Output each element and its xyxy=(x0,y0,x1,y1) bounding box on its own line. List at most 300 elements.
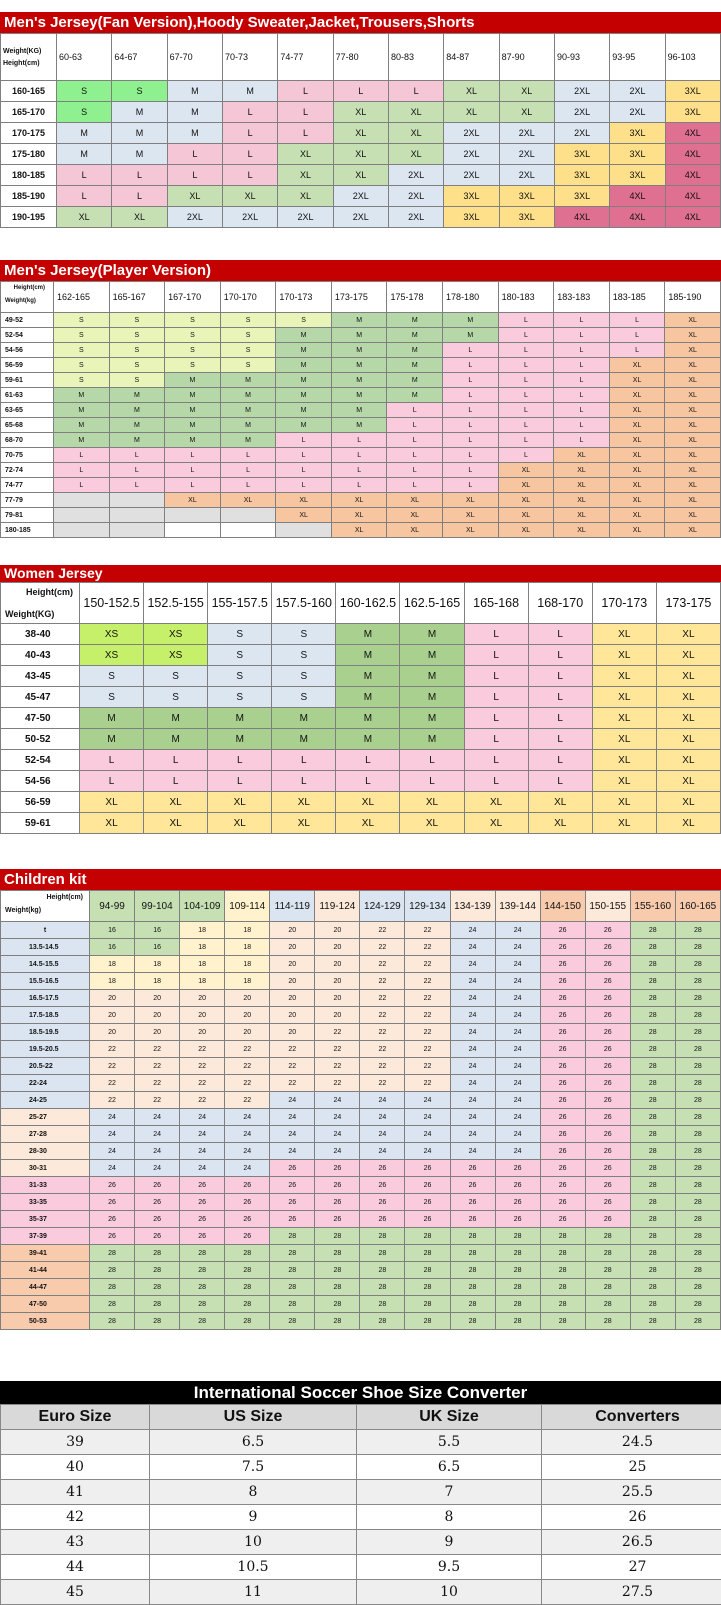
children-height-header: 144-150 xyxy=(540,891,585,922)
children-size-cell: 26 xyxy=(135,1211,180,1228)
children-size-cell: 22 xyxy=(405,973,450,990)
player-row xyxy=(1,403,721,418)
corner-label-bottom: Height(cm) xyxy=(3,60,40,67)
children-size-cell: 20 xyxy=(270,939,315,956)
children-size-cell: 28 xyxy=(630,1075,675,1092)
player-weight-label: 68-70 xyxy=(1,433,54,448)
shoe-size-cell: 10 xyxy=(150,1530,357,1555)
children-size-cell: 24 xyxy=(495,922,540,939)
women-size-cell: XL xyxy=(592,813,656,834)
player-size-cell: XL xyxy=(443,508,499,523)
women-size-cell: S xyxy=(208,666,272,687)
women-size-cell: L xyxy=(528,666,592,687)
player-size-cell: M xyxy=(331,403,387,418)
children-height-header: 139-144 xyxy=(495,891,540,922)
children-row xyxy=(1,1228,721,1245)
children-row xyxy=(1,1279,721,1296)
children-size-cell: 28 xyxy=(585,1296,630,1313)
women-size-cell: L xyxy=(208,750,272,771)
children-size-cell: 18 xyxy=(90,973,135,990)
children-height-header: 109-114 xyxy=(225,891,270,922)
children-size-cell: 28 xyxy=(180,1245,225,1262)
children-size-cell: 26 xyxy=(90,1194,135,1211)
women-size-cell: M xyxy=(400,624,464,645)
player-size-cell: XL xyxy=(554,448,610,463)
children-size-cell: 26 xyxy=(180,1177,225,1194)
player-size-cell: M xyxy=(109,403,165,418)
fan-size-cell: L xyxy=(112,186,167,207)
children-size-cell: 28 xyxy=(270,1262,315,1279)
player-size-cell: XL xyxy=(220,493,276,508)
children-size-cell: 22 xyxy=(360,956,405,973)
children-size-cell: 26 xyxy=(315,1177,360,1194)
children-size-cell: 28 xyxy=(495,1228,540,1245)
children-size-cell: 24 xyxy=(450,939,495,956)
women-row xyxy=(1,666,721,687)
children-size-cell: 28 xyxy=(270,1313,315,1330)
children-section-title: Children kit xyxy=(0,869,721,890)
children-size-cell: 26 xyxy=(585,922,630,939)
women-size-cell: XL xyxy=(592,750,656,771)
player-size-cell: S xyxy=(220,343,276,358)
fan-weight-header: 96-103 xyxy=(665,34,720,81)
women-height-header: 165-168 xyxy=(464,583,528,624)
player-size-cell: XL xyxy=(554,523,610,538)
children-size-cell: 22 xyxy=(135,1058,180,1075)
children-size-cell: 20 xyxy=(180,1007,225,1024)
fan-size-cell: M xyxy=(167,81,222,102)
children-weight-label: 47-50 xyxy=(1,1296,90,1313)
player-weight-label: 72-74 xyxy=(1,463,54,478)
player-size-cell: S xyxy=(54,373,110,388)
children-size-cell: 28 xyxy=(225,1262,270,1279)
player-size-cell: XL xyxy=(609,388,665,403)
women-row xyxy=(1,750,721,771)
children-size-cell: 26 xyxy=(225,1194,270,1211)
women-size-cell: XL xyxy=(656,750,720,771)
player-size-cell: M xyxy=(443,313,499,328)
children-size-cell: 28 xyxy=(630,1279,675,1296)
shoe-size-cell: 7 xyxy=(357,1480,542,1505)
children-size-cell: 22 xyxy=(315,1058,360,1075)
children-size-cell: 28 xyxy=(630,1177,675,1194)
player-row xyxy=(1,358,721,373)
children-height-header: 160-165 xyxy=(675,891,720,922)
women-size-cell: XL xyxy=(656,666,720,687)
player-size-cell: XL xyxy=(665,328,721,343)
women-size-cell: S xyxy=(208,624,272,645)
player-weight-label: 65-68 xyxy=(1,418,54,433)
women-size-cell: L xyxy=(336,771,400,792)
player-size-cell xyxy=(276,523,332,538)
player-size-cell: M xyxy=(165,388,221,403)
children-size-cell: 22 xyxy=(360,939,405,956)
women-size-cell: L xyxy=(528,750,592,771)
children-size-cell: 28 xyxy=(675,1143,720,1160)
women-weight-label: 59-61 xyxy=(1,813,80,834)
children-size-cell: 26 xyxy=(540,956,585,973)
children-size-cell: 22 xyxy=(360,1041,405,1058)
women-size-cell: XL xyxy=(656,771,720,792)
fan-size-cell: 4XL xyxy=(554,207,609,228)
children-size-cell: 28 xyxy=(675,1245,720,1262)
shoe-column-header: Converters xyxy=(542,1405,721,1430)
children-size-cell: 28 xyxy=(450,1262,495,1279)
women-size-cell: M xyxy=(400,708,464,729)
fan-size-cell: S xyxy=(57,81,112,102)
fan-size-cell: XL xyxy=(444,81,499,102)
children-size-cell: 28 xyxy=(270,1245,315,1262)
fan-size-cell: 2XL xyxy=(444,123,499,144)
children-height-header: 150-155 xyxy=(585,891,630,922)
player-size-cell: XL xyxy=(554,478,610,493)
children-size-cell: 26 xyxy=(585,1194,630,1211)
children-size-cell: 24 xyxy=(495,990,540,1007)
women-size-cell: L xyxy=(144,771,208,792)
fan-size-cell: XL xyxy=(278,186,333,207)
player-size-cell: S xyxy=(165,343,221,358)
shoe-size-cell: 9 xyxy=(357,1530,542,1555)
women-weight-label: 38-40 xyxy=(1,624,80,645)
women-size-cell: L xyxy=(80,750,144,771)
children-size-cell: 28 xyxy=(90,1262,135,1279)
player-row xyxy=(1,313,721,328)
children-size-cell: 26 xyxy=(540,1075,585,1092)
children-size-cell: 22 xyxy=(180,1041,225,1058)
children-size-cell: 26 xyxy=(585,1041,630,1058)
fan-size-cell: 2XL xyxy=(499,123,554,144)
children-size-cell: 22 xyxy=(135,1092,180,1109)
women-size-cell: XL xyxy=(464,792,528,813)
women-size-cell: L xyxy=(400,750,464,771)
children-size-cell: 24 xyxy=(405,1092,450,1109)
children-size-cell: 28 xyxy=(630,990,675,1007)
fan-size-cell: 2XL xyxy=(499,165,554,186)
children-size-cell: 28 xyxy=(585,1313,630,1330)
children-size-cell: 24 xyxy=(405,1143,450,1160)
fan-row xyxy=(1,165,721,186)
children-row xyxy=(1,939,721,956)
children-size-cell: 22 xyxy=(405,1041,450,1058)
player-size-cell xyxy=(54,508,110,523)
children-size-cell: 26 xyxy=(540,1109,585,1126)
player-size-cell: S xyxy=(109,313,165,328)
children-size-cell: 26 xyxy=(540,1058,585,1075)
children-size-cell: 24 xyxy=(450,1075,495,1092)
fan-height-label: 160-165 xyxy=(1,81,57,102)
women-size-cell: XS xyxy=(144,624,208,645)
women-size-cell: M xyxy=(400,687,464,708)
player-size-cell: XL xyxy=(276,508,332,523)
player-size-table xyxy=(0,281,721,538)
children-size-cell: 28 xyxy=(135,1296,180,1313)
player-size-cell: M xyxy=(387,373,443,388)
children-size-cell: 26 xyxy=(270,1194,315,1211)
fan-size-cell: XL xyxy=(499,81,554,102)
fan-height-label: 180-185 xyxy=(1,165,57,186)
player-size-cell: L xyxy=(331,478,387,493)
children-size-cell: 24 xyxy=(450,973,495,990)
children-size-cell: 26 xyxy=(135,1194,180,1211)
children-weight-label: 24-25 xyxy=(1,1092,90,1109)
fan-size-cell: 3XL xyxy=(499,207,554,228)
fan-size-cell: XL xyxy=(388,102,443,123)
player-size-cell: S xyxy=(109,358,165,373)
children-size-cell: 26 xyxy=(360,1194,405,1211)
children-size-cell: 28 xyxy=(675,1058,720,1075)
player-size-cell: XL xyxy=(609,523,665,538)
player-weight-label: 180-185 xyxy=(1,523,54,538)
fan-size-cell: 2XL xyxy=(278,207,333,228)
children-size-cell: 28 xyxy=(585,1279,630,1296)
children-size-cell: 28 xyxy=(630,956,675,973)
fan-size-cell: 2XL xyxy=(554,123,609,144)
women-size-cell: L xyxy=(464,750,528,771)
children-size-cell: 26 xyxy=(360,1160,405,1177)
fan-size-cell: XL xyxy=(499,102,554,123)
children-size-cell: 28 xyxy=(630,1296,675,1313)
player-size-cell: S xyxy=(54,328,110,343)
fan-row xyxy=(1,102,721,123)
children-size-cell: 16 xyxy=(90,939,135,956)
women-size-cell: L xyxy=(272,750,336,771)
player-size-cell: XL xyxy=(665,478,721,493)
children-height-header: 134-139 xyxy=(450,891,495,922)
women-size-cell: XL xyxy=(656,813,720,834)
children-size-cell: 26 xyxy=(270,1177,315,1194)
children-size-cell: 26 xyxy=(450,1194,495,1211)
women-size-cell: XL xyxy=(656,708,720,729)
children-size-cell: 22 xyxy=(270,1075,315,1092)
women-weight-label: 45-47 xyxy=(1,687,80,708)
children-size-cell: 28 xyxy=(675,1024,720,1041)
player-size-section xyxy=(0,260,721,538)
corner-label-top: Weight(KG) xyxy=(3,48,41,55)
women-size-cell: L xyxy=(464,624,528,645)
children-size-cell: 28 xyxy=(675,1177,720,1194)
children-size-cell: 20 xyxy=(270,1007,315,1024)
women-size-cell: XL xyxy=(208,813,272,834)
player-height-header: 180-183 xyxy=(498,282,554,313)
player-size-cell xyxy=(54,493,110,508)
fan-size-cell: M xyxy=(167,123,222,144)
player-size-cell: L xyxy=(276,478,332,493)
fan-size-cell: L xyxy=(222,144,277,165)
children-row xyxy=(1,973,721,990)
children-size-cell: 26 xyxy=(585,990,630,1007)
player-size-cell: L xyxy=(554,313,610,328)
corner-header-cell xyxy=(1,891,90,922)
player-size-cell: XL xyxy=(665,373,721,388)
children-size-cell: 24 xyxy=(495,1024,540,1041)
shoe-size-cell: 41 xyxy=(1,1480,150,1505)
fan-weight-header: 77-80 xyxy=(333,34,388,81)
fan-size-cell: 3XL xyxy=(554,165,609,186)
children-row xyxy=(1,1262,721,1279)
shoe-size-cell: 27.5 xyxy=(542,1580,721,1605)
children-size-cell: 18 xyxy=(135,956,180,973)
women-weight-label: 52-54 xyxy=(1,750,80,771)
women-size-cell: L xyxy=(528,687,592,708)
player-size-cell: XL xyxy=(165,493,221,508)
player-size-cell: S xyxy=(54,313,110,328)
fan-weight-header: 84-87 xyxy=(444,34,499,81)
fan-size-cell: L xyxy=(57,165,112,186)
women-size-cell: M xyxy=(272,708,336,729)
fan-size-cell: M xyxy=(112,123,167,144)
player-size-cell: XL xyxy=(609,448,665,463)
fan-weight-header: 80-83 xyxy=(388,34,443,81)
children-size-cell: 22 xyxy=(315,1024,360,1041)
children-size-cell: 24 xyxy=(405,1126,450,1143)
player-size-cell: XL xyxy=(665,508,721,523)
children-row xyxy=(1,1296,721,1313)
player-size-cell: L xyxy=(609,313,665,328)
women-size-cell: XL xyxy=(464,813,528,834)
women-size-cell: M xyxy=(208,708,272,729)
player-weight-label: 63-65 xyxy=(1,403,54,418)
women-size-table xyxy=(0,582,721,834)
women-size-cell: L xyxy=(400,771,464,792)
children-size-cell: 24 xyxy=(360,1092,405,1109)
children-size-cell: 22 xyxy=(225,1075,270,1092)
children-size-cell: 24 xyxy=(495,1126,540,1143)
women-size-cell: L xyxy=(528,729,592,750)
player-size-cell: XL xyxy=(609,493,665,508)
children-size-cell: 28 xyxy=(450,1245,495,1262)
fan-size-cell: M xyxy=(112,144,167,165)
children-size-cell: 26 xyxy=(540,1143,585,1160)
children-row xyxy=(1,1245,721,1262)
children-size-cell: 26 xyxy=(540,1092,585,1109)
women-size-cell: XL xyxy=(656,687,720,708)
children-row xyxy=(1,956,721,973)
player-row xyxy=(1,448,721,463)
children-row xyxy=(1,1194,721,1211)
children-size-cell: 22 xyxy=(315,1075,360,1092)
children-size-cell: 28 xyxy=(495,1262,540,1279)
player-size-cell: S xyxy=(109,328,165,343)
children-size-cell: 24 xyxy=(450,1058,495,1075)
women-size-cell: M xyxy=(400,666,464,687)
player-weight-label: 54-56 xyxy=(1,343,54,358)
shoe-size-cell: 6.5 xyxy=(357,1455,542,1480)
player-size-cell: XL xyxy=(554,508,610,523)
player-size-cell: L xyxy=(554,403,610,418)
children-weight-label: 14.5-15.5 xyxy=(1,956,90,973)
shoe-size-cell: 11 xyxy=(150,1580,357,1605)
children-size-cell: 28 xyxy=(360,1313,405,1330)
player-size-cell: M xyxy=(331,358,387,373)
children-size-cell: 20 xyxy=(90,1007,135,1024)
children-size-cell: 22 xyxy=(405,1024,450,1041)
children-size-cell: 28 xyxy=(225,1296,270,1313)
fan-height-label: 165-170 xyxy=(1,102,57,123)
fan-size-cell: L xyxy=(112,165,167,186)
women-row xyxy=(1,645,721,666)
women-size-cell: M xyxy=(144,708,208,729)
children-size-cell: 28 xyxy=(630,1058,675,1075)
shoe-size-cell: 43 xyxy=(1,1530,150,1555)
children-size-cell: 22 xyxy=(405,1007,450,1024)
fan-size-cell: 2XL xyxy=(499,144,554,165)
player-size-cell: M xyxy=(109,418,165,433)
player-size-cell: XL xyxy=(609,433,665,448)
children-size-cell: 22 xyxy=(270,1058,315,1075)
children-size-cell: 22 xyxy=(180,1075,225,1092)
fan-size-cell: 4XL xyxy=(665,165,720,186)
children-size-cell: 26 xyxy=(225,1228,270,1245)
fan-weight-header: 67-70 xyxy=(167,34,222,81)
women-size-cell: XL xyxy=(400,792,464,813)
children-size-cell: 24 xyxy=(495,1041,540,1058)
children-size-cell: 26 xyxy=(585,956,630,973)
player-height-header: 183-183 xyxy=(554,282,610,313)
player-size-cell: L xyxy=(165,478,221,493)
children-row xyxy=(1,1092,721,1109)
children-weight-label: 33-35 xyxy=(1,1194,90,1211)
children-size-cell: 24 xyxy=(225,1143,270,1160)
women-size-cell: XL xyxy=(80,792,144,813)
fan-size-cell: 4XL xyxy=(665,207,720,228)
children-row xyxy=(1,922,721,939)
children-size-cell: 28 xyxy=(450,1279,495,1296)
children-size-cell: 26 xyxy=(90,1228,135,1245)
corner-header-cell xyxy=(1,583,80,624)
children-size-cell: 24 xyxy=(315,1109,360,1126)
player-size-cell: XL xyxy=(609,358,665,373)
women-size-cell: L xyxy=(464,729,528,750)
women-size-cell: XL xyxy=(528,792,592,813)
women-size-cell: M xyxy=(336,687,400,708)
women-weight-label: 47-50 xyxy=(1,708,80,729)
children-size-cell: 20 xyxy=(270,1024,315,1041)
fan-size-cell: L xyxy=(388,81,443,102)
children-weight-label: 27-28 xyxy=(1,1126,90,1143)
children-size-cell: 28 xyxy=(540,1228,585,1245)
fan-row xyxy=(1,207,721,228)
children-height-header: 99-104 xyxy=(135,891,180,922)
children-weight-label: 22-24 xyxy=(1,1075,90,1092)
player-height-header: 178-180 xyxy=(443,282,499,313)
women-size-cell: XS xyxy=(144,645,208,666)
player-size-cell: L xyxy=(165,463,221,478)
children-size-cell: 24 xyxy=(450,1126,495,1143)
women-weight-label: 43-45 xyxy=(1,666,80,687)
children-size-cell: 26 xyxy=(180,1211,225,1228)
women-size-cell: L xyxy=(528,708,592,729)
player-height-header: 183-185 xyxy=(609,282,665,313)
player-size-cell: XL xyxy=(498,478,554,493)
player-size-cell: L xyxy=(387,403,443,418)
shoe-row xyxy=(1,1430,721,1455)
player-size-cell: M xyxy=(220,388,276,403)
children-size-cell: 28 xyxy=(450,1313,495,1330)
children-size-cell: 28 xyxy=(225,1279,270,1296)
children-size-cell: 28 xyxy=(630,1041,675,1058)
fan-size-cell: XL xyxy=(388,123,443,144)
children-size-cell: 28 xyxy=(675,1007,720,1024)
children-size-cell: 26 xyxy=(405,1177,450,1194)
children-size-cell: 24 xyxy=(90,1109,135,1126)
player-row xyxy=(1,508,721,523)
children-size-cell: 28 xyxy=(135,1262,180,1279)
player-size-cell: L xyxy=(554,418,610,433)
women-height-header: 173-175 xyxy=(656,583,720,624)
children-size-cell: 18 xyxy=(180,939,225,956)
children-size-cell: 24 xyxy=(450,1007,495,1024)
children-size-cell: 20 xyxy=(315,956,360,973)
